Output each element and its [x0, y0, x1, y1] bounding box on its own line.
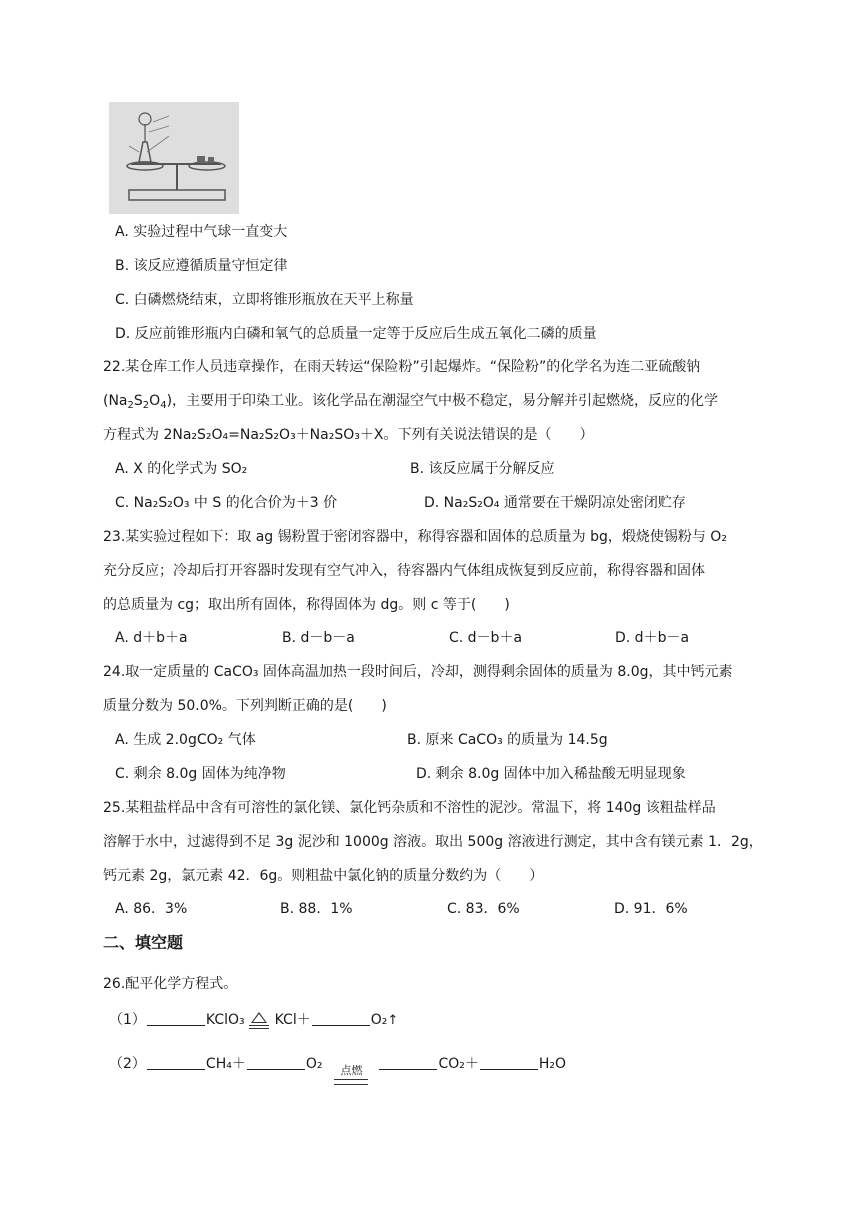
ignition-condition: 点燃	[334, 1061, 368, 1081]
q23-stem-line1: 23.某实验过程如下：取 ag 锡粉置于密闭容器中，称得容器和固体的总质量为 bg，煅烧使锡粉与 O₂	[103, 529, 727, 545]
q22-option-a: A. X 的化学式为 SO₂	[115, 461, 248, 477]
section-title-fill-in: 二、填空题	[103, 933, 184, 952]
q25-stem-line1: 25.某粗盐样品中含有可溶性的氯化镁、氯化钙杂质和不溶性的泥沙。常温下，将 140g 该粗盐样品	[103, 800, 716, 816]
q25-stem-line2: 溶解于水中，过滤得到不足 3g 泥沙和 1000g 溶液。取出 500g 溶液进行测定，其中含有镁元素 1．2g，	[103, 834, 763, 850]
q25-option-c: C. 83．6%	[447, 901, 520, 917]
q21-option-c: C. 白磷燃烧结束，立即将锥形瓶放在天平上称量	[115, 292, 414, 308]
q25-option-d: D. 91．6%	[614, 901, 688, 917]
q22-option-d: D. Na₂S₂O₄ 通常要在干燥阴凉处密闭贮存	[424, 495, 686, 511]
q26-equation-1: （1） KClO₃ KCl＋ O₂↑	[109, 1012, 399, 1028]
q23-option-b: B. d－b－a	[282, 630, 355, 646]
q23-option-c: C. d－b＋a	[449, 630, 523, 646]
blank-o2-coefficient[interactable]	[312, 1011, 370, 1026]
heat-condition-icon	[249, 1010, 271, 1030]
q22-stem-line2: $(Na_2S_2O_4)$，主要用于印染工业。该化学品在潮湿空气中极不稳定，易分解并引起燃烧，反应的化学	[103, 393, 719, 411]
balance-icon	[109, 102, 239, 214]
q22-stem-line1: 22.某仓库工作人员违章操作，在雨天转运“保险粉”引起爆炸。“保险粉”的化学名为连二亚硫酸钠	[103, 359, 701, 375]
q23-option-a: A. d＋b＋a	[115, 630, 188, 646]
blank-h2o-coefficient[interactable]	[480, 1055, 538, 1070]
gas-arrow-icon: ↑	[387, 1013, 399, 1028]
blank-ch4-coefficient[interactable]	[147, 1055, 205, 1070]
blank-kclo3-coefficient[interactable]	[147, 1011, 205, 1026]
balance-experiment-figure	[109, 102, 239, 214]
q24-stem-line2: 质量分数为 50.0%。下列判断正确的是( )	[103, 698, 387, 714]
q23-stem-line3: 的总质量为 cg；取出所有固体，称得固体为 dg。则 c 等于( )	[103, 597, 510, 613]
q26-equation-2: （2） CH₄＋ O₂ 点燃 CO₂＋ H₂O	[109, 1054, 566, 1081]
q24-option-c: C. 剩余 8.0g 固体为纯净物	[115, 766, 286, 782]
q24-option-a: A. 生成 2.0gCO₂ 气体	[115, 732, 256, 748]
q21-option-d: D. 反应前锥形瓶内白磷和氧气的总质量一定等于反应后生成五氧化二磷的质量	[115, 326, 597, 342]
q23-option-d: D. d＋b－a	[615, 630, 690, 646]
q22-stem-line3: 方程式为 2Na₂S₂O₄=Na₂S₂O₃＋Na₂SO₃＋X。下列有关说法错误的是（ ）	[103, 427, 594, 443]
blank-co2-coefficient[interactable]	[379, 1055, 437, 1070]
q24-option-b: B. 原来 CaCO₃ 的质量为 14.5g	[407, 732, 608, 748]
q21-option-b: B. 该反应遵循质量守恒定律	[115, 258, 288, 274]
q23-stem-line2: 充分反应；冷却后打开容器时发现有空气冲入，待容器内气体组成恢复到反应前，称得容器和固体	[103, 563, 705, 579]
q22-option-c: C. Na₂S₂O₃ 中 S 的化合价为＋3 价	[115, 495, 338, 511]
q25-option-a: A. 86．3%	[115, 901, 188, 917]
q25-option-b: B. 88．1%	[280, 901, 353, 917]
q25-stem-line3: 钙元素 2g，氯元素 42．6g。则粗盐中氯化钠的质量分数约为（ ）	[103, 868, 544, 884]
blank-o2-reactant-coefficient[interactable]	[247, 1055, 305, 1070]
q24-stem-line1: 24.取一定质量的 CaCO₃ 固体高温加热一段时间后，冷却，测得剩余固体的质量为 8.0g，其中钙元素	[103, 664, 733, 680]
q26-stem: 26.配平化学方程式。	[103, 976, 238, 992]
q21-option-a: A. 实验过程中气球一直变大	[115, 224, 288, 240]
q22-option-b: B. 该反应属于分解反应	[410, 461, 555, 477]
q24-option-d: D. 剩余 8.0g 固体中加入稀盐酸无明显现象	[416, 766, 686, 782]
